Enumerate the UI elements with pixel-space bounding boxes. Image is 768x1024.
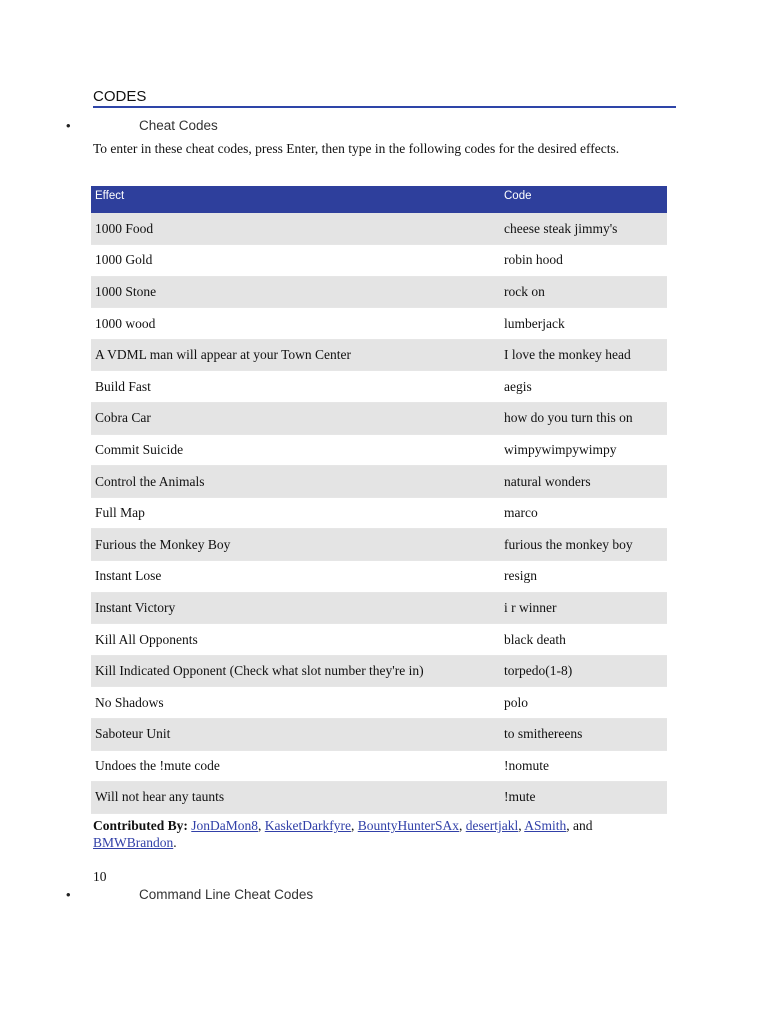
effect-cell: Will not hear any taunts <box>91 782 500 814</box>
table-row <box>91 624 667 656</box>
table-row <box>91 403 667 435</box>
table-row <box>91 371 667 403</box>
effect-cell: Commit Suicide <box>91 434 500 466</box>
section-heading: CODES <box>93 88 147 105</box>
contributor-link[interactable]: BountyHunterSAx <box>357 818 459 833</box>
cheat-codes-title: Cheat Codes <box>139 118 218 133</box>
effect-cell: Kill All Opponents <box>91 624 500 656</box>
code-cell: to smithereens <box>500 719 667 751</box>
code-cell: resign <box>500 561 667 593</box>
effect-cell: Control the Animals <box>91 466 500 498</box>
effect-cell: Saboteur Unit <box>91 719 500 751</box>
code-cell: rock on <box>500 276 667 308</box>
code-cell: aegis <box>500 371 667 403</box>
heading-underline <box>93 106 676 108</box>
table-header-row <box>91 186 667 213</box>
code-cell: furious the monkey boy <box>500 529 667 561</box>
code-cell: how do you turn this on <box>500 403 667 435</box>
and-word: and <box>573 818 593 833</box>
cheat-codes-table <box>91 186 667 814</box>
table-row <box>91 750 667 782</box>
code-cell: wimpywimpywimpy <box>500 434 667 466</box>
table-row <box>91 245 667 277</box>
command-line-cheat-codes-title: Command Line Cheat Codes <box>139 887 314 902</box>
table-row <box>91 339 667 371</box>
code-cell: cheese steak jimmy's <box>500 213 667 245</box>
table-row <box>91 434 667 466</box>
bullet-icon: • <box>66 118 71 133</box>
effect-cell: Kill Indicated Opponent (Check what slot number they're in) <box>91 655 500 687</box>
contributed-by-label: Contributed By: <box>93 818 188 833</box>
code-cell: black death <box>500 624 667 656</box>
contributor-link[interactable]: KasketDarkfyre <box>264 818 351 833</box>
effect-cell: 1000 Gold <box>91 245 500 277</box>
effect-cell: Full Map <box>91 497 500 529</box>
effect-cell: 1000 Stone <box>91 276 500 308</box>
table-row <box>91 719 667 751</box>
effect-cell: Instant Lose <box>91 561 500 593</box>
effect-cell: Instant Victory <box>91 592 500 624</box>
column-header-effect: Effect <box>91 186 500 213</box>
table-row <box>91 592 667 624</box>
effect-cell: Undoes the !mute code <box>91 750 500 782</box>
effect-cell: Furious the Monkey Boy <box>91 529 500 561</box>
page-number: 10 <box>93 869 107 884</box>
contributor-link[interactable]: ASmith <box>524 818 567 833</box>
effect-cell: A VDML man will appear at your Town Center <box>91 339 500 371</box>
table-row <box>91 782 667 814</box>
effect-cell: 1000 wood <box>91 308 500 340</box>
effect-cell: No Shadows <box>91 687 500 719</box>
table-row <box>91 497 667 529</box>
code-cell: lumberjack <box>500 308 667 340</box>
table-body <box>91 213 667 813</box>
bullet-icon: • <box>66 887 71 902</box>
code-cell: !nomute <box>500 750 667 782</box>
code-cell: torpedo(1-8) <box>500 655 667 687</box>
intro-paragraph: To enter in these cheat codes, press Enter, then type in the following codes for the desired effects. <box>93 141 620 156</box>
effect-cell: Build Fast <box>91 371 500 403</box>
table-row <box>91 213 667 245</box>
table-row <box>91 276 667 308</box>
table-row <box>91 687 667 719</box>
contributor-link[interactable]: BMWBrandon <box>93 835 174 850</box>
code-cell: robin hood <box>500 245 667 277</box>
table-row <box>91 561 667 593</box>
code-cell: i r winner <box>500 592 667 624</box>
code-cell: marco <box>500 497 667 529</box>
table-row <box>91 466 667 498</box>
table-row <box>91 529 667 561</box>
code-cell: natural wonders <box>500 466 667 498</box>
effect-cell: 1000 Food <box>91 213 500 245</box>
contributor-link[interactable]: JonDaMon8 <box>191 818 259 833</box>
table-row <box>91 308 667 340</box>
table-row <box>91 655 667 687</box>
contributor-link[interactable]: desertjakl <box>465 818 519 833</box>
effect-cell: Cobra Car <box>91 403 500 435</box>
column-header-code: Code <box>500 186 667 213</box>
code-cell: I love the monkey head <box>500 339 667 371</box>
code-cell: polo <box>500 687 667 719</box>
contributors-paragraph: Contributed By: JonDaMon8, KasketDarkfyre, BountyHunterSAx, desertjakl, ASmith, and BMWBrandon. <box>93 818 593 850</box>
code-cell: !mute <box>500 782 667 814</box>
